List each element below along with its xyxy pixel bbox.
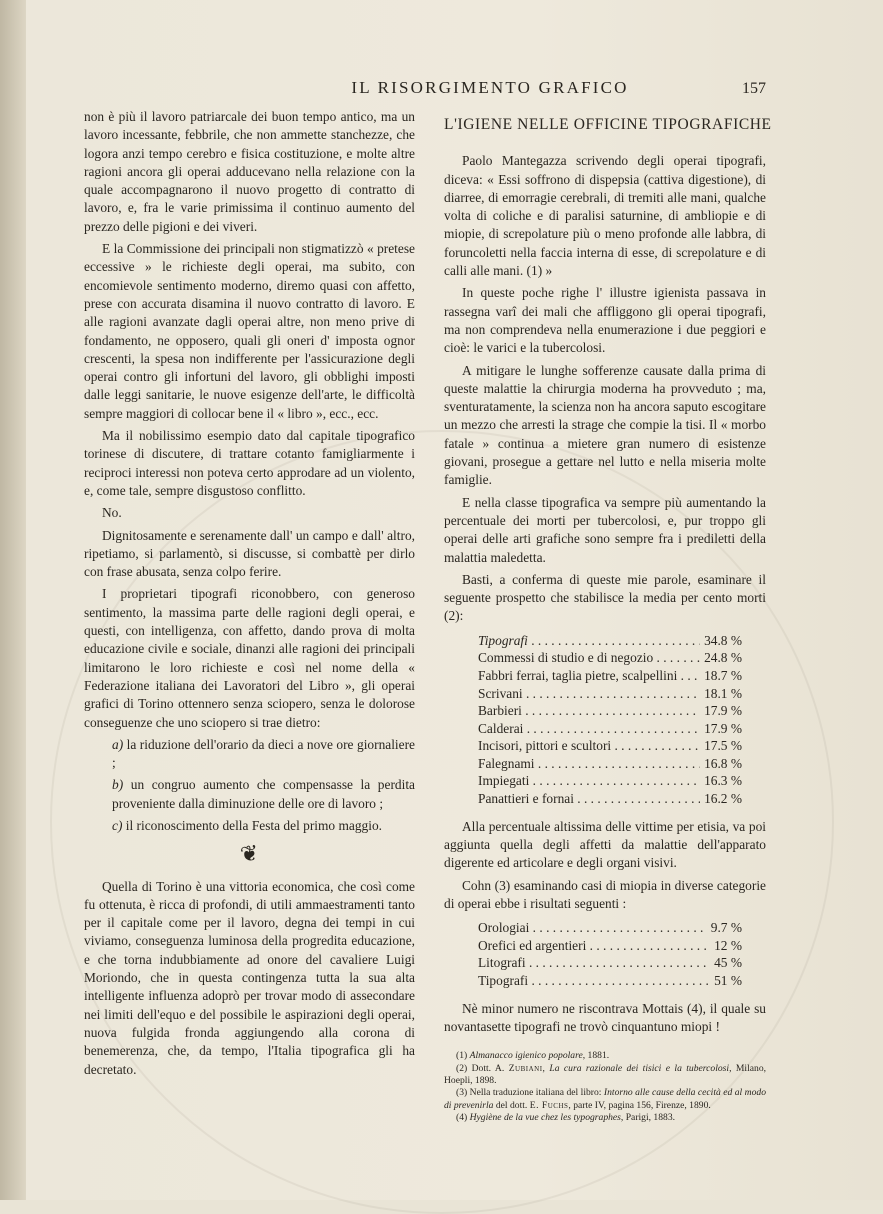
- footnote-title: Intorno alle cause della cecità ed al modo di prevenirla: [444, 1087, 766, 1111]
- row-label-text: Tipografi: [478, 972, 529, 988]
- table-row-value: 17.5 %: [704, 738, 742, 754]
- table-row-value: 18.1 %: [704, 685, 742, 701]
- footnote: [444, 1087, 766, 1112]
- table-row-label: [478, 937, 710, 955]
- table-row-value: 9.7 %: [710, 920, 742, 936]
- row-label-text: Orefici ed argentieri: [478, 937, 587, 953]
- footnote-number: (2) Dott. A.: [456, 1062, 505, 1074]
- table-row-value: 34.8 %: [704, 632, 742, 648]
- row-label-text: Panattieri e fornai: [478, 791, 574, 807]
- paragraph: Cohn (3) esaminando casi di miopia in diverse categorie di operai ebbe i risultati seguenti :: [444, 877, 766, 911]
- table-row-value: 17.9 %: [704, 703, 742, 719]
- row-label-text: Commessi di studio e di negozio: [478, 650, 654, 666]
- paragraph: non è più il lavoro patriarcale dei buon tempo antico, ma un lavoro incessante, febbrile, che non ammette stanchezze, che logora anzi tempo cerebro e fisica costituzione, e molte altre ragioni ancora gli operai adducevano nella relazione con la quale accompagnarono il nuovo progetto di contratto di lavoro, e, fra le varie primissima il continuo aumento del prezzo delle pigioni e dei viveri.: [84, 109, 415, 234]
- myopia-table: [478, 919, 742, 989]
- footnote-text: , Milano, Hoepli, 1898.: [444, 1062, 767, 1086]
- footnotes: [444, 1050, 766, 1124]
- footnote-text: (3) Nella traduzione italiana del libro:: [456, 1087, 602, 1099]
- footnote-text: , Parigi, 1883.: [620, 1112, 676, 1124]
- row-label-text: Falegnami: [478, 755, 535, 771]
- page-number: 157: [742, 80, 766, 97]
- row-label-text: Calderai: [478, 720, 524, 736]
- table-row-label: [478, 649, 700, 667]
- table-row-label: [478, 972, 710, 990]
- table-row-value: 16.2 %: [704, 791, 742, 807]
- table-row: [478, 972, 742, 990]
- list-letter: b): [112, 777, 124, 793]
- list-text: il riconoscimento della Festa del primo maggio.: [122, 817, 382, 833]
- footnote: (2) Dott. A. Zubiani, La cura razionale dei tisici e la tubercolosi, Milano, Hoepli, 1898.: [444, 1062, 767, 1086]
- table-row-label: [478, 954, 710, 972]
- row-label-text: Orologiai: [478, 920, 530, 936]
- paragraph: E la Commissione dei principali non stigmatizzò « pretese eccessive » le richieste degli operai, ma subito, con encomievole sentimento moderno, diremo quasi con affetto, prese con accurata disamina il nuovo contratto di lavoro. E alle ragioni avanzate dagli operai altre, non meno prive di fondamento, ne opposero, quali gli oneri d' imposta ognor crescenti, la spesa non indifferente per l'assicurazione degli operai contro gli infortuni del lavoro, gli obblighi imposti dalle leggi sanitarie, le nuove esigenze dell'arte, le difficoltà sempre maggiori di collocar bene il « libro », ecc., ecc.: [84, 241, 415, 421]
- left-column: [84, 108, 415, 1079]
- table-row-label: [478, 702, 700, 720]
- table-row: [478, 772, 742, 790]
- table-row-value: 16.8 %: [704, 755, 742, 771]
- paragraph: Nè minor numero ne riscontrava Mottais (4), il quale su novantasette tipografi ne trovò cinquantuno miopi !: [444, 1000, 766, 1034]
- table-row-value: 51 %: [714, 972, 742, 988]
- right-column: [444, 116, 772, 1125]
- table-row-label: [478, 667, 700, 685]
- paragraph: I proprietari tipografi riconobbero, con generoso sentimento, la massima parte delle ragioni degli operai, e questi, con intelligenza, con affetto, dando prova di molta educazione civile e sociale, dinanzi alle ragioni dei principali limitarono le loro richieste e così nel nome della « Federazione italiana dei Lavoratori del Libro », gli operai grafici di Torino ottennero senza sciopero, senza le dolorose conseguenze che uno sciopero si trae dietro:: [84, 586, 415, 730]
- paragraph: E nella classe tipografica va sempre più aumentando la percentuale dei morti per tubercolosi, e, pur troppo gli operai delle arti grafiche sono sempre fra i prediletti della malattia maledetta.: [444, 494, 766, 565]
- table-row-label: [478, 632, 700, 650]
- row-label-text: Litografi: [478, 955, 526, 971]
- footnote-title: La cura razionale dei tisici e la tubercolosi: [549, 1062, 730, 1074]
- table-row: [478, 919, 742, 937]
- table-row-value: 12 %: [714, 937, 742, 953]
- table-row: [478, 632, 742, 650]
- row-label-text: Scrivani: [478, 685, 523, 701]
- table-row-value: 24.8 %: [704, 650, 742, 666]
- table-row-label: [478, 755, 700, 773]
- list-text: la riduzione dell'orario da dieci a nove ore giornaliere ;: [112, 736, 415, 771]
- footnote: [444, 1050, 766, 1062]
- footnote-number: (4): [456, 1112, 468, 1124]
- table-row: [478, 954, 742, 972]
- table-row: [478, 937, 742, 955]
- footnote-author: E. Fuchs: [529, 1099, 569, 1111]
- mortality-table: [478, 632, 742, 808]
- footnote-number: (1): [456, 1050, 468, 1062]
- fleuron-ornament-icon: ❦: [238, 840, 261, 868]
- row-label-text: Impiegati: [478, 773, 530, 789]
- list-item: [84, 736, 415, 773]
- paragraph: No.: [102, 505, 122, 521]
- table-row: [478, 649, 742, 667]
- table-row: [478, 720, 742, 738]
- table-row: [478, 685, 742, 703]
- table-row-label: [478, 720, 700, 738]
- footnote: [444, 1112, 766, 1124]
- list-letter: a): [112, 736, 124, 752]
- table-row-label: [478, 919, 707, 937]
- list-letter: c): [112, 817, 123, 833]
- paragraph: Quella di Torino è una vittoria economica, che così come fu ottenuta, è ricca di profondi, di utili ammaestramenti tanto per il capitale come per il lavoro, degna dei tempi in cui viviamo, conseguenza luminosa della progredita educazione, e che torna indubbiamente ad onore del cavaliere Luigi Moriondo, che in questa contingenza tutta la sua alta intelligente influenza adoprò per trovar modo di assecondare nei limiti dell'equo e del possibile le aspirazioni degli operai, nuova fulgida fronda aggiungendo alla corona di benemerenza, che, da tempo, l'Italia tipografica gli ha decretato.: [84, 878, 415, 1077]
- paragraph: Basti, a conferma di queste mie parole, esaminare il seguente prospetto che stabilisce la media per cento morti (2):: [444, 571, 766, 624]
- footnote-title: Almanacco igienico popolare: [469, 1050, 583, 1062]
- footnote-author: Zubiani: [508, 1062, 543, 1074]
- table-row: [478, 737, 742, 755]
- table-row: [478, 755, 742, 773]
- table-row-value: 45 %: [714, 955, 742, 971]
- table-row: [478, 667, 742, 685]
- paragraph: Dignitosamente e serenamente dall' un campo e dall' altro, ripetiamo, si parlamentò, si discusse, si combattè per dirlo con frase abusata, senza colpo ferire.: [84, 527, 415, 580]
- running-title: IL RISORGIMENTO GRAFICO: [351, 78, 629, 97]
- paragraph: Alla percentuale altissima delle vittime per etisia, va poi aggiunta quella degli affetti da malattie dell'apparato digerente ed articolare e degli organi visivi.: [444, 818, 766, 871]
- footnote-text: del dott.: [495, 1099, 528, 1111]
- book-spine-shadow: [0, 0, 26, 1200]
- footnote-text: , parte IV, pagina 156, Firenze, 1890.: [568, 1099, 711, 1111]
- table-row: [478, 702, 742, 720]
- table-row: [478, 790, 742, 808]
- table-row-value: 18.7 %: [704, 667, 742, 683]
- table-row-value: 16.3 %: [704, 773, 742, 789]
- article-title: L'IGIENE NELLE OFFICINE TIPOGRAFICHE: [444, 116, 772, 133]
- table-row-label: [478, 790, 700, 808]
- row-label-text: Tipografi: [478, 632, 528, 648]
- paragraph: Ma il nobilissimo esempio dato dal capitale tipografico torinese di discutere, di trattare cotanto famigliarmente i reciproci interessi non poteva certo approdare ad un violento, e, come tale, sempre disgustoso conflitto.: [84, 428, 415, 498]
- row-label-text: Incisori, pittori e scultori: [478, 738, 612, 754]
- list-text: un congruo aumento che compensasse la perdita proveniente dalla diminuzione delle ore di lavoro ;: [112, 777, 415, 811]
- paragraph: A mitigare le lunghe sofferenze causate dalla prima di queste malattie la chirurgia moderna ha provveduto ; ma, sventuratamente, la scienza non ha ancora saputo escogitare un mezzo che arresti la strage che compie la tisi. Il « morbo fatale » continua a mietere gran numero di esistenze giovani, prosegue a gettare nel lutto e nella miseria molte famiglie.: [444, 362, 766, 488]
- footnote-title: Hygiène de la vue chez les typographes: [469, 1112, 621, 1124]
- footnote-text: , 1881.: [582, 1050, 610, 1062]
- paragraph: In queste poche righe l' illustre igienista passava in rassegna varî dei mali che affliggono gli operai tipografi, ma non comprendeva nella enumerazione i due peggiori e cioè: le varici e la tubercolosi.: [444, 285, 766, 356]
- table-row-value: 17.9 %: [704, 720, 742, 736]
- table-row-label: [478, 772, 700, 790]
- table-row-label: [478, 737, 700, 755]
- row-label-text: Barbieri: [478, 703, 522, 719]
- row-label-text: Fabbri ferrai, taglia pietre, scalpellini: [478, 667, 678, 683]
- table-row-label: [478, 685, 700, 703]
- list-item: [84, 776, 415, 813]
- paragraph: Paolo Mantegazza scrivendo degli operai tipografi, diceva: « Essi soffrono di dispepsia (cattiva digestione), di diarree, di emorragie cerebrali, di tremiti alle mani, qualche volta di coliche e di paralisi saturnine, di ambliopie e di miopie, di screpolature più o meno profonde alle labbra, di foruncoletti nella faccia interna di esse, di screpolature e di calli alle mani. (1) »: [444, 153, 766, 279]
